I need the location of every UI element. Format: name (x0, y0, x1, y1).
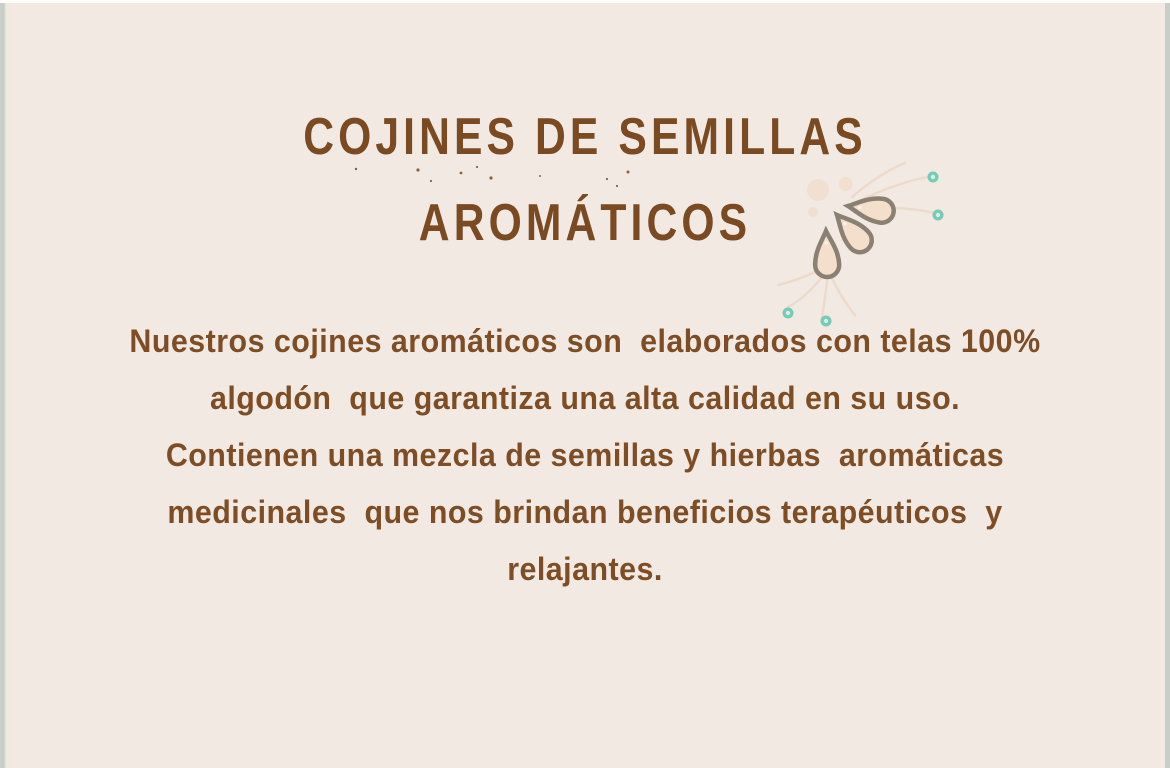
title-line-2: AROMÁTICOS (418, 194, 752, 252)
body-line-5: relajantes. (507, 551, 663, 587)
body-text (0, 313, 1170, 598)
ink-speckles-icon (340, 160, 660, 200)
body-line-4: medicinales que nos brindan beneficios terapéuticos y (167, 494, 1003, 530)
body-line-3: Contienen una mezcla de semillas y hierbas aromáticas (165, 437, 1005, 473)
photo-edge-top (0, 0, 1170, 3)
droplet-3 (814, 231, 840, 278)
body-line-2: algodón que garantiza una alta calidad en su uso. (209, 380, 961, 416)
title-line-1: COJINES DE SEMILLAS (303, 108, 867, 166)
peach-blobs (807, 177, 853, 217)
body-line-1: Nuestros cojines aromáticos son elaborados con telas 100% (129, 323, 1041, 359)
